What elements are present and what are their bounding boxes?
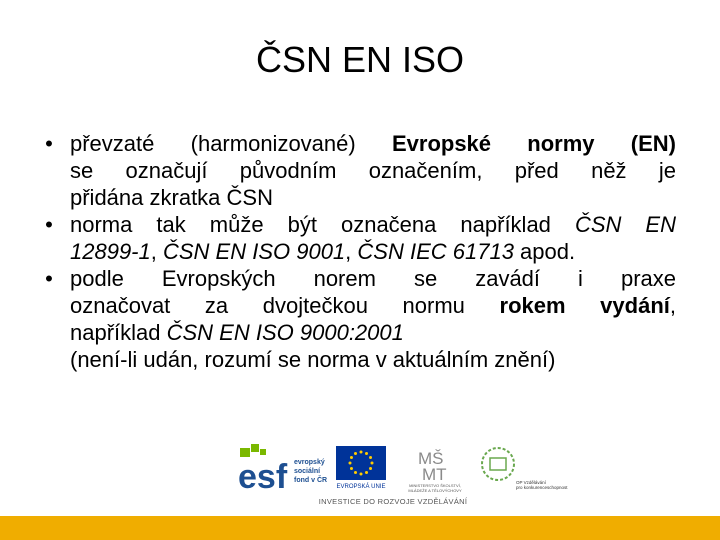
eu-star-icon xyxy=(360,473,363,476)
eu-star-icon xyxy=(349,462,352,465)
note-text: (není-li udán, rozumí se norma v aktuálním znění) xyxy=(70,347,556,372)
eu-star-icon xyxy=(369,467,372,470)
bullet-3-line-3: například ČSN EN ISO 9000:2001 xyxy=(70,320,404,345)
esf-logo xyxy=(238,444,327,496)
eu-star-icon xyxy=(354,452,357,455)
footer-bar xyxy=(0,516,720,540)
eu-star-icon xyxy=(365,471,368,474)
bullet-marker: • xyxy=(45,131,53,156)
esf-wordmark: esf xyxy=(238,458,288,496)
eu-star-icon xyxy=(369,456,372,459)
eu-label: EVROPSKÁ UNIE xyxy=(336,484,386,490)
eu-star-icon xyxy=(350,467,353,470)
bullet-item-1 xyxy=(28,130,676,211)
op-logo xyxy=(482,448,568,490)
bullet-1-line-2: se označují původním označením, před něž je xyxy=(70,158,676,183)
eu-star-icon xyxy=(360,451,363,454)
esf-star-icon xyxy=(240,448,250,457)
op-label-1: OP Vzdělávání xyxy=(516,480,546,485)
msmt-wordmark-bottom: MT xyxy=(422,465,447,484)
esf-text-3: fond v ČR xyxy=(294,477,328,484)
bullet-item-3 xyxy=(28,265,676,346)
bullet-list xyxy=(28,130,676,373)
bullet-3-line-2: označovat za dvojtečkou normu rokem vydání, xyxy=(70,293,676,318)
esf-text-1: evropský xyxy=(294,459,325,466)
eu-star-icon xyxy=(365,452,368,455)
eu-star-icon xyxy=(354,471,357,474)
bullet-marker: • xyxy=(45,266,53,291)
page-title: ČSN EN ISO xyxy=(255,39,465,80)
bullet-item-2 xyxy=(28,211,676,265)
bullet-marker: • xyxy=(45,212,53,237)
esf-text-2: sociální xyxy=(294,468,321,475)
bullet-3-line-1: podle Evropských norem se zavádí i praxe xyxy=(70,266,676,291)
op-label-2: pro konkurenceschopnost xyxy=(516,485,568,490)
eu-flag-logo xyxy=(336,446,386,490)
op-square-icon xyxy=(490,458,506,470)
eu-star-icon xyxy=(350,456,353,459)
msmt-label-1: MINISTERSTVO ŠKOLSTVÍ, xyxy=(409,483,461,488)
sponsor-logos xyxy=(236,440,568,508)
investment-banner: INVESTICE DO ROZVOJE VZDĚLÁVÁNÍ xyxy=(318,497,468,506)
bullet-2-line-1: norma tak může být označena například ČSN EN xyxy=(70,212,676,237)
bullet-2-line-2: 12899-1, ČSN EN ISO 9001, ČSN IEC 61713 apod. xyxy=(70,239,576,264)
msmt-logo xyxy=(408,449,462,493)
msmt-wordmark-top: MŠ xyxy=(418,449,444,468)
esf-star-icon xyxy=(260,449,266,455)
bullet-1-line-1: převzaté (harmonizované) Evropské normy (EN) xyxy=(70,131,676,156)
msmt-label-2: MLÁDEŽE A TĚLOVÝCHOVY xyxy=(408,488,462,493)
esf-star-icon xyxy=(251,444,259,452)
bullet-1-line-3: přidána zkratka ČSN xyxy=(70,185,273,210)
eu-star-icon xyxy=(371,462,374,465)
